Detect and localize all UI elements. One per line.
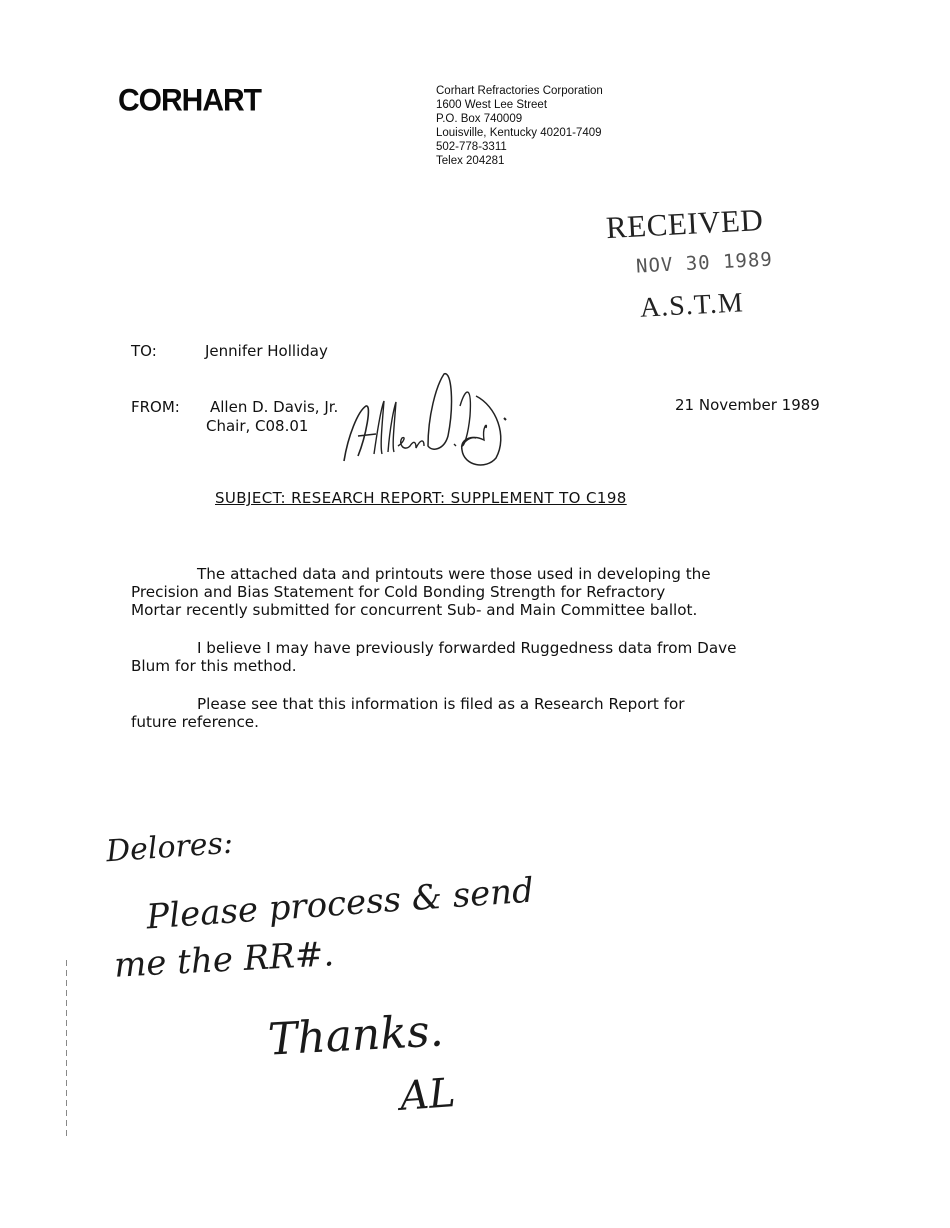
margin-mark [66, 960, 67, 1140]
body-line: Blum for this method. [131, 657, 297, 675]
body-line: Precision and Bias Statement for Cold Bonding Strength for Refractory [131, 583, 666, 601]
address-line: 1600 West Lee Street [436, 99, 548, 111]
letterhead-address [436, 84, 603, 168]
address-line: 502-778-3311 [436, 141, 507, 153]
memo-subject: SUBJECT: RESEARCH REPORT: SUPPLEMENT TO C198 [215, 489, 627, 507]
address-line: Louisville, Kentucky 40201-7409 [436, 127, 602, 139]
handwritten-thanks: Thanks. [266, 1005, 445, 1066]
handwritten-line: me the RR#. [113, 934, 336, 986]
body-line: I believe I may have previously forwarded Ruggedness data from Dave [197, 639, 737, 657]
company-logo: CORHART [118, 83, 261, 118]
handwritten-initials: AL [398, 1070, 457, 1120]
address-line: Corhart Refractories Corporation [436, 85, 603, 97]
body-line: future reference. [131, 713, 259, 731]
from-label: FROM: [131, 398, 180, 416]
body-paragraph-2 [131, 639, 861, 675]
from-title: Chair, C08.01 [206, 417, 309, 435]
from-name: Allen D. Davis, Jr. [210, 398, 339, 416]
handwritten-greeting: Delores: [104, 825, 235, 870]
address-line: P.O. Box 740009 [436, 113, 523, 125]
handwritten-line: Please process & send [145, 870, 536, 938]
to-label: TO: [131, 342, 157, 360]
to-name: Jennifer Holliday [205, 342, 328, 360]
memo-date: 21 November 1989 [675, 396, 820, 414]
body-paragraph-1 [131, 565, 861, 619]
received-stamp-org: A.S.T.M [639, 287, 745, 324]
signature-image [336, 366, 516, 471]
body-line: Mortar recently submitted for concurrent Sub- and Main Committee ballot. [131, 601, 698, 619]
received-stamp: RECEIVED [605, 201, 765, 246]
body-line: Please see that this information is filed as a Research Report for [197, 695, 685, 713]
body-paragraph-3 [131, 695, 861, 731]
received-stamp-date: NOV 30 1989 [635, 248, 774, 278]
address-line: Telex 204281 [436, 155, 505, 167]
body-line: The attached data and printouts were those used in developing the [197, 565, 711, 583]
